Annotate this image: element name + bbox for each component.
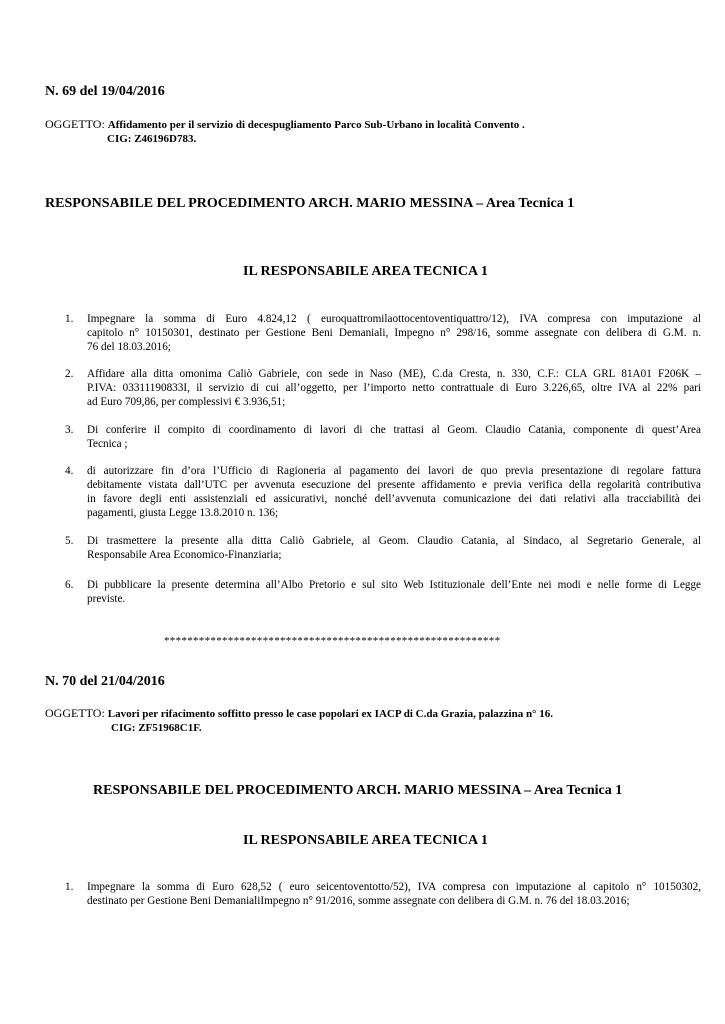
list-item-line: Di pubblicare la presente determina all’Albo Pretorio e sul sito Web Istituzionale dell’Ente nei modi e nelle forme di Legge	[87, 579, 701, 591]
cig-69: CIG: Z46196D783.	[107, 133, 197, 145]
section-separator: **********************************************************	[164, 635, 501, 647]
list-item-line: ad Euro 709,86, per complessivi € 3.936,51;	[87, 396, 286, 408]
list-item-text	[87, 367, 701, 409]
il-responsabile-heading-69: IL RESPONSABILE AREA TECNICA 1	[243, 264, 488, 279]
cig-70: CIG: ZF51968C1F.	[111, 722, 202, 734]
list-item-line: di autorizzare fin d’ora l’Ufficio di Ragioneria al pagamento dei lavori de quo previa presentazione di regolare fattura	[87, 465, 701, 477]
list-item-line: 76 del 18.03.2016;	[87, 341, 171, 353]
entry-title-69: N. 69 del 19/04/2016	[45, 84, 165, 99]
oggetto-label: OGGETTO:	[45, 117, 105, 131]
list-item-number: 4.	[65, 465, 74, 477]
list-item-number: 1.	[65, 881, 74, 893]
oggetto-line-69	[45, 117, 525, 132]
list-item-text	[87, 534, 701, 562]
list-item-line: Affidare alla ditta omonima Caliò Gabriele, con sede in Naso (ME), C.da Cresta, n. 330, C.F.: CLA GRL 81A01 F206K –	[87, 368, 701, 380]
oggetto-subject: Affidamento per il servizio di decespugliamento Parco Sub-Urbano in località Convento .	[107, 119, 525, 131]
responsabile-procedimento-69: RESPONSABILE DEL PROCEDIMENTO ARCH. MARIO MESSINA – Area Tecnica 1	[45, 196, 575, 211]
responsabile-procedimento-70: RESPONSABILE DEL PROCEDIMENTO ARCH. MARIO MESSINA – Area Tecnica 1	[93, 783, 623, 798]
list-item-text	[87, 578, 701, 606]
list-item-line: destinato per Gestione Beni DemanialiImpegno n° 91/2016, somme assegnate con delibera di G.M. n. 76 del 18.03.2016;	[87, 895, 630, 907]
oggetto-label: OGGETTO:	[45, 706, 105, 720]
list-item-text	[87, 880, 701, 908]
list-item-line: Tecnica ;	[87, 438, 128, 450]
list-item-line: Impegnare la somma di Euro 4.824,12 ( euroquattromilaottocentoventiquattro/12), IVA compresa con imputazione al	[87, 313, 701, 325]
list-item-number: 3.	[65, 424, 74, 436]
list-item-line: previste.	[87, 593, 126, 605]
list-item-line: Responsabile Area Economico-Finanziaria;	[87, 549, 282, 561]
list-item-line: Di conferire il compito di coordinamento di lavori di che trattasi al Geom. Claudio Catania, componente di quest’Area	[87, 424, 701, 436]
list-item-line: in favore degli enti assistenziali ed assicurativi, nonché dell’avvenuta comunicazione dei dati relativi alla tracciabilità dei	[87, 493, 701, 505]
list-item-line: Impegnare la somma di Euro 628,52 ( euro seicentoventotto/52), IVA compresa con imputazione al capitolo n° 10150302,	[87, 881, 701, 893]
list-item-text	[87, 312, 701, 354]
list-item-line: Di trasmettere la presente alla ditta Caliò Gabriele, al Geom. Claudio Catania, al Sindaco, al Segretario Generale, al	[87, 535, 701, 547]
entry-title-70: N. 70 del 21/04/2016	[45, 674, 165, 689]
list-item-line: debitamente vistata dall’UTC per avvenuta esecuzione del presente affidamento e previa verifica della regolarità contributiva	[87, 479, 701, 491]
list-item-line: P.IVA: 03311190833I, il servizio di cui all’oggetto, per l’importo netto contrattuale di Euro 3.226,65, oltre IVA al 22% pari	[87, 382, 701, 394]
list-item-line: capitolo n° 10150301, destinato per Gestione Beni Demaniali, Impegno n° 298/16, somme assegnate con delibera di G.M. n.	[87, 327, 701, 339]
list-item-text	[87, 464, 701, 520]
oggetto-line-70	[45, 706, 553, 721]
list-item-number: 2.	[65, 368, 74, 380]
list-item-number: 6.	[65, 579, 74, 591]
list-item-number: 5.	[65, 535, 74, 547]
list-item-number: 1.	[65, 313, 74, 325]
il-responsabile-heading-70: IL RESPONSABILE AREA TECNICA 1	[243, 833, 488, 848]
list-item-line: pagamenti, giusta Legge 13.8.2010 n. 136;	[87, 507, 279, 519]
list-item-text	[87, 423, 701, 451]
oggetto-subject: Lavori per rifacimento soffitto presso le case popolari ex IACP di C.da Grazia, palazzina n° 16.	[107, 708, 553, 720]
